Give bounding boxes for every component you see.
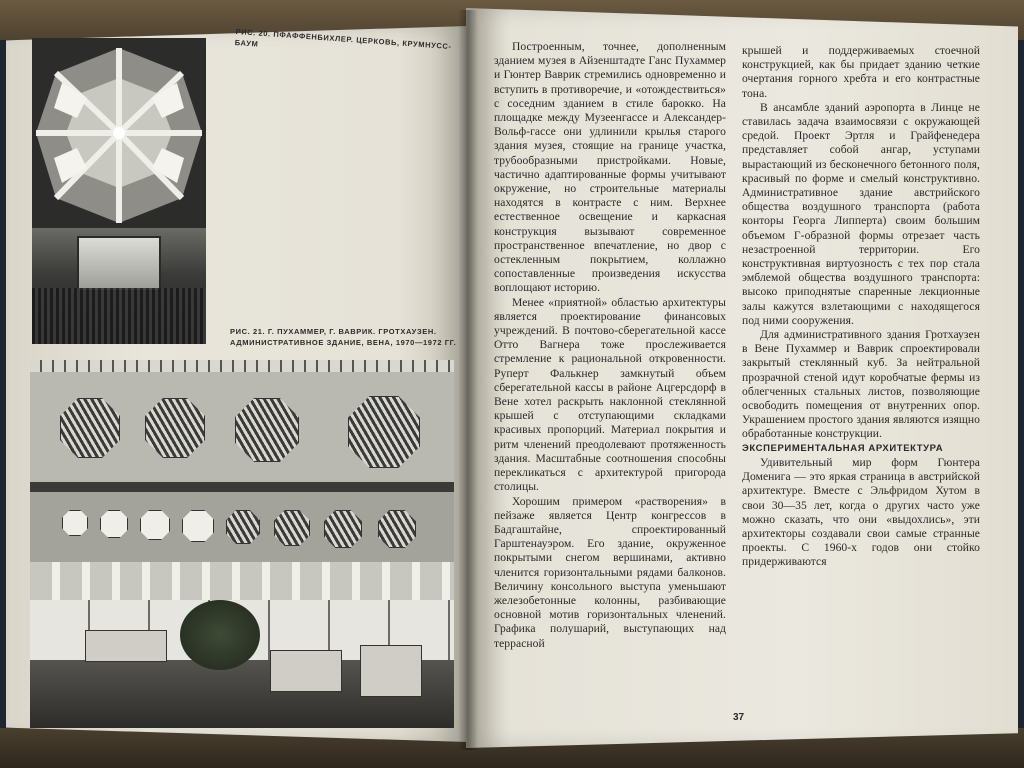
text-column-2 xyxy=(742,44,980,570)
page-number: 37 xyxy=(733,712,745,723)
desk xyxy=(270,650,342,692)
octagonal-ceiling-graphic xyxy=(32,38,206,228)
paragraph: Хорошим примером «растворения» в пейзаже является Центр конгрессов в Бадгаштайне, спроектированный Гарштенауэром. Его здание, окруженное покрытыми снегом вершинами, активно членится горизонтальными рядами балконов. Величину консольного выступа уменьшают железобетонные колонны, разбивающие основной мотив горизонтальных членений. Графика полушарий, выступающих над террасной xyxy=(494,494,726,650)
paragraph: В ансамбле зданий аэропорта в Линце не ставилась задача взаимосвязи с окружающей средой. Проект Эртля и Грайфенедера представляет собой ангар, уступами вырастающий из бесконечного бетонного поля, красивый по форме и смелый конструктивно. Административное здание австрийского общества воздушного транспорта (работа конторы Георга Липперта) своим большим объемом Г-образной формы отрезает часть незастроенной территории. Его конструктивная виртуозность с тех пор стала эмблемой общества воздушного транспорта: высоко приподнятые спаренные лекционные залы кажутся взлетающими с находящегося под ними сооружения. xyxy=(742,100,980,327)
figure-20-caption: РИС. 20. ПФАФФЕНБИХЛЕР. ЦЕРКОВЬ, КРУМНУСС-БАУМ xyxy=(234,26,452,52)
octagon-opening xyxy=(324,510,362,548)
paragraph: Удивительный мир форм Гюнтера Доменига — это яркая страница в австрийской архитектуре. Вместе с Эльфридом Хутом в свои 30—35 лет, когда о других часто уже можно сказать, что они «выдохлись», эти архитекторы создавали свои самые странные проекты. С 1960-х годов они стойко придерживаются xyxy=(742,455,980,569)
octagon-opening xyxy=(145,398,205,458)
book-gutter xyxy=(458,10,478,750)
lower-openings-row xyxy=(30,562,454,600)
beam xyxy=(30,482,454,492)
octagon-opening xyxy=(62,510,88,536)
paragraph: Менее «приятной» областью архитектуры является проектирование финансовых учреждений. В почтово-сберегательной кассе Отто Вагнера тоже прослеживается стремление к рациональной откровенности. Руперт Фалькнер замкнутый объем сберегательной кассы в районе Ацгерсдорф в Вене хотел раскрыть наклонной стеклянной крышей с отступающими складками красивых пропорций. Материал покрытия и ритм членений преодолевают протяженность здания. Масштабные соотношения способны перекликаться с архитектурой пригорода столицы. xyxy=(494,295,726,494)
desk xyxy=(360,645,422,697)
octagon-opening xyxy=(235,398,299,462)
paragraph: крышей и поддерживаемых стоечной конструкцией, как бы придает зданию четкие очертания горного хребта и его контрастные тона. xyxy=(742,44,980,100)
figure-21-office-photo xyxy=(30,360,454,728)
section-heading: ЭКСПЕРИМЕНТАЛЬНАЯ АРХИТЕКТУРА xyxy=(742,442,944,454)
octagon-opening xyxy=(60,398,120,458)
figure-21-caption: РИС. 21. Г. ПУХАММЕР, Г. ВАВРИК. ГРОТХАУЗЕН. АДМИНИСТРАТИВНОЕ ЗДАНИЕ, ВЕНА, 1970—1972 ГГ. xyxy=(230,327,457,347)
octagon-opening xyxy=(100,510,128,538)
paragraph: Для административного здания Гротхаузен в Вене Пухаммер и Ваврик спроектировали закрытый стеклянный куб. За нейтральной прозрачной стеной идут коробчатые фермы из облегченных стальных листов, позволяющие освободить помещения от внутренних опор. Украшением простого здания являются изящно обработанные конструкции. xyxy=(742,328,980,441)
octagon-opening xyxy=(274,510,310,546)
figure-20-church-photo xyxy=(32,38,206,344)
plant xyxy=(180,600,260,670)
octagon-opening xyxy=(140,510,170,540)
octagon-opening xyxy=(378,510,416,548)
paragraph: Построенным, точнее, дополненным зданием музея в Айзенштадте Ганс Пухаммер и Гюнтер Ваврик стремились одновременно и вступить в противоречие, и «отождествиться» с соседним зданием в стиле барокко. На площадке между Музеенгассе и Александер-Вольф-гассе они удлинили крылья старого здания музея, стоящие на границе участка, трубообразными пристройками. Новые, частично адаптированные формы учитывают окружение, но строительные материалы находятся в контрасте с ним. Верхнее естественное освещение и каркасная конструкция вызывают современное пространственное впечатление, но двор с остекленным покрытием, коллажно сопоставленные произведения искусства воплощают историю. xyxy=(494,40,726,295)
altar-area xyxy=(77,236,161,292)
desk xyxy=(85,630,167,662)
text-column-1 xyxy=(494,40,726,651)
ceiling-grid xyxy=(30,360,454,372)
church-pews xyxy=(32,288,206,344)
